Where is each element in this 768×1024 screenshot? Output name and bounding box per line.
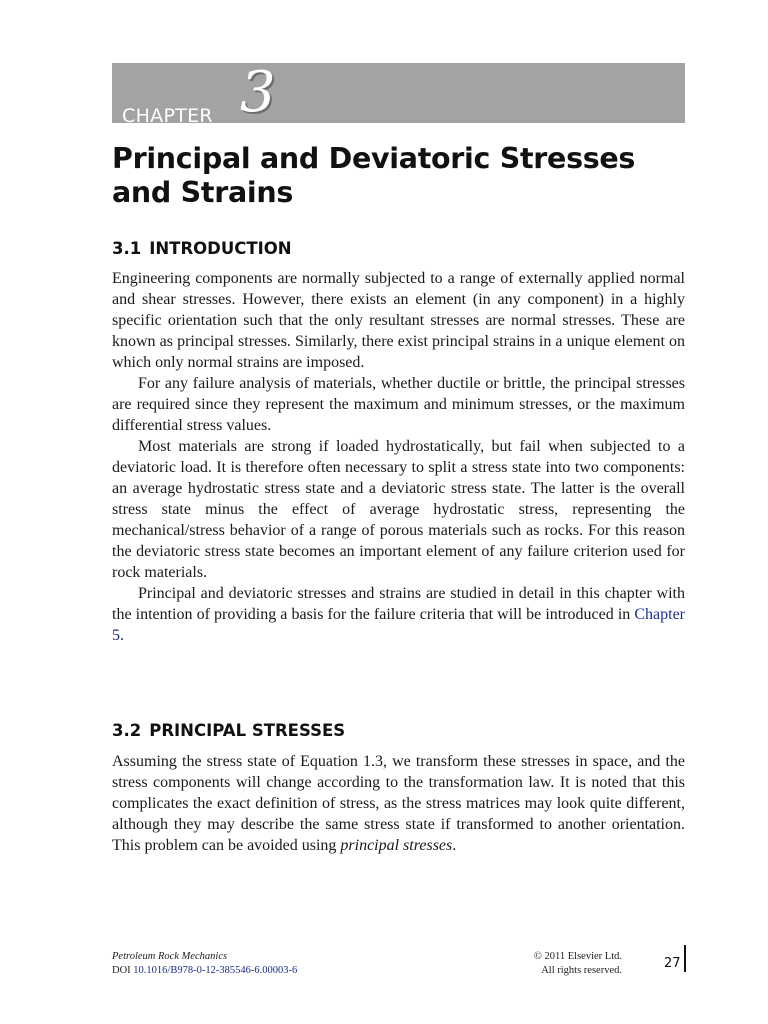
paragraph: For any failure analysis of materials, whether ductile or brittle, the principal stresses are required since they represent the maximum and minimum stresses, or the maximum differential stress values.	[112, 375, 685, 434]
doi-line	[112, 964, 297, 978]
chapter-label: CHAPTER	[122, 105, 213, 127]
page-number: 27	[664, 956, 681, 971]
introduction-body	[112, 268, 685, 646]
paragraph	[112, 583, 685, 646]
section-heading-principal-stresses	[112, 721, 345, 741]
chapter-5-link[interactable]: Chapter 5	[112, 606, 685, 644]
paragraph-text: Principal and deviatoric stresses and strains are studied in detail in this chapter with the intention of providing a basis for the failure criteria that will be introduced in	[112, 585, 685, 623]
copyright-line: © 2011 Elsevier Ltd.	[533, 951, 622, 962]
paragraph-text: Assuming the stress state of Equation 1.3, we transform these stresses in space, and the stress components will change according to the transformation law. It is noted that this complicates the exact definition of stress, as the stress matrices may look quite different, although they may describe the same stress state if transformed to another orientation. This problem can be avoided using	[112, 753, 685, 854]
paragraph: Engineering components are normally subjected to a range of externally applied normal and shear stresses. However, there exists an element (in any component) in a highly specific orientation such that the only resultant stresses are normal stresses. These are known as principal stresses. Similarly, there exist principal strains in a unique element on which only normal strains are imposed.	[112, 270, 685, 371]
doi-link[interactable]: 10.1016/B978-0-12-385546-6.00003-6	[133, 965, 298, 976]
footer-citation	[112, 950, 297, 978]
page-number-rule	[684, 945, 686, 972]
chapter-title-line1: Principal and Deviatoric Stresses	[112, 142, 636, 175]
paragraph: Most materials are strong if loaded hydrostatically, but fail when subjected to a deviatoric load. It is therefore often necessary to split a stress state into two components: an average hydrostatic stress state and a deviatoric stress state. The latter is the overall stress state minus the effect of average hydrostatic stress, representing the mechanical/stress behavior of a range of porous materials such as rocks. For this reason the deviatoric stress state becomes an important element of any failure criterion used for rock materials.	[112, 438, 685, 581]
paragraph	[112, 751, 685, 856]
chapter-number: 3	[240, 60, 276, 125]
journal-name: Petroleum Rock Mechanics	[112, 951, 228, 962]
emphasis-term: principal stresses	[340, 837, 453, 854]
paragraph-end: .	[120, 627, 124, 644]
rights-line: All rights reserved.	[541, 965, 622, 976]
section-title: PRINCIPAL STRESSES	[149, 721, 346, 740]
section-title: INTRODUCTION	[149, 239, 292, 258]
chapter-title	[112, 142, 692, 210]
doi-label: DOI	[112, 965, 131, 976]
chapter-title-line2: and Strains	[112, 176, 294, 209]
section-heading-introduction	[112, 239, 292, 259]
footer-copyright	[500, 950, 622, 978]
section-number: 3.1	[112, 239, 142, 258]
principal-stresses-body	[112, 751, 685, 856]
paragraph-end: .	[452, 837, 457, 854]
section-number: 3.2	[112, 721, 142, 740]
